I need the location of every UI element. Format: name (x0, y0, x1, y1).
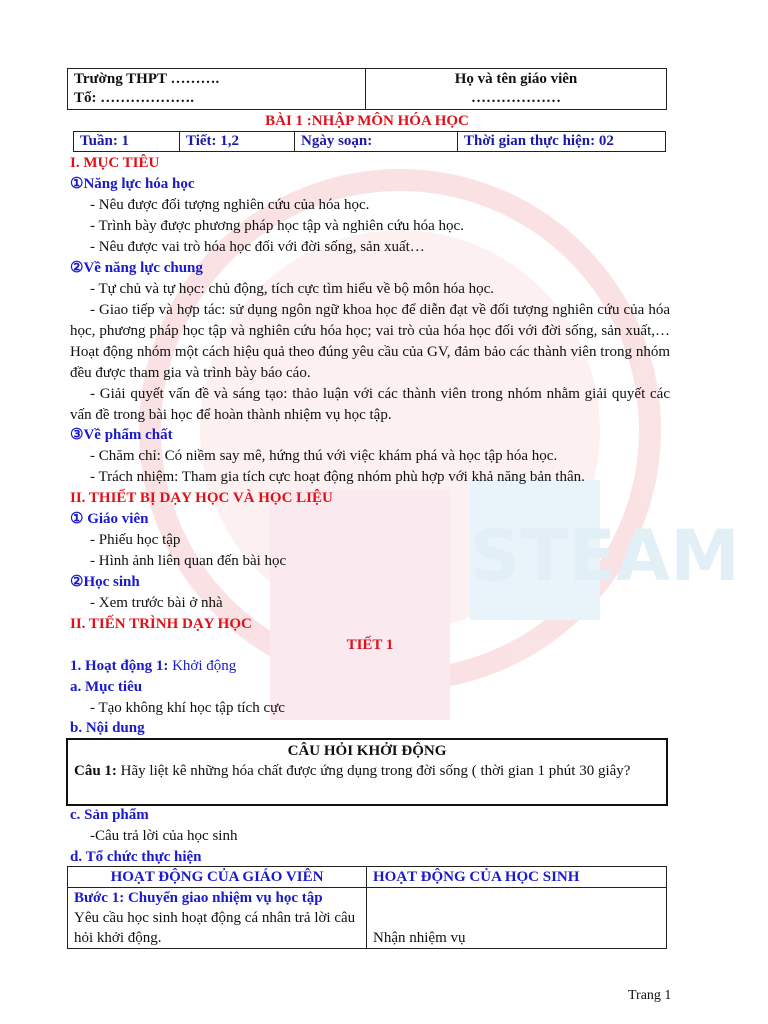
teacher-cell (366, 69, 667, 110)
box-title: CÂU HỎI KHỞI ĐỘNG (287, 743, 447, 759)
meta-week: Tuần: 1 (74, 132, 180, 152)
activity-1-title (70, 656, 670, 676)
meta-period: Tiết: 1,2 (180, 132, 295, 152)
lesson-title: BÀI 1 :NHẬP MÔN HÓA HỌC (265, 113, 469, 129)
meta-duration: Thời gian thực hiện: 02 (458, 132, 666, 152)
section-1-title: I. MỤC TIÊU (70, 155, 160, 171)
s1-b-item: - Giải quyết vấn đề và sáng tạo: thảo luận với các thành viên trong nhóm nhằm giải quyết các vấn đề trong bài học để hoàn thành nhiệm vụ học tập. (70, 386, 670, 423)
activity-1-prefix: 1. Hoạt động 1: (70, 658, 173, 674)
question-label: Câu 1: (74, 763, 117, 779)
s3-a-item: - Tạo không khí học tập tích cực (90, 700, 285, 716)
s1-c-title: ③Về phẩm chất (70, 427, 173, 443)
s3-a-title: a. Mục tiêu (70, 679, 143, 695)
school-name: Trường THPT ………. (74, 71, 220, 87)
s1-c-item: - Trách nhiệm: Tham gia tích cực hoạt động nhóm phù hợp với khả năng bản thân. (90, 469, 585, 485)
meta-date: Ngày soạn: (295, 132, 458, 152)
s3-c-title: c. Sản phẩm (70, 807, 149, 823)
s1-a-item: - Trình bày được phương pháp học tập và nghiên cứu hóa học. (90, 218, 464, 234)
teacher-label: Họ và tên giáo viên (454, 71, 578, 87)
meta-table (73, 131, 666, 152)
s1-b-item: - Tự chủ và tự học: chủ động, tích cực tìm hiểu về bộ môn hóa học. (90, 281, 495, 297)
period-title: TIẾT 1 (346, 637, 394, 653)
s3-b-title: b. Nội dung (70, 720, 145, 736)
header-table (67, 68, 667, 110)
watermark-text: STEAM (470, 515, 740, 597)
student-activity-cell: Nhận nhiệm vụ (367, 888, 667, 949)
school-cell (68, 69, 366, 110)
s3-d-title: d. Tổ chức thực hiện (70, 849, 202, 865)
col-student-header: HOẠT ĐỘNG CỦA HỌC SINH (367, 867, 667, 888)
section-2-title: II. THIẾT BỊ DẠY HỌC VÀ HỌC LIỆU (70, 490, 333, 506)
s1-b-title: ②Về năng lực chung (70, 260, 203, 276)
group-name: Tổ: ………………. (74, 90, 194, 106)
s1-c-item: - Chăm chỉ: Có niềm say mê, hứng thú với việc khám phá và học tập hóa học. (90, 448, 558, 464)
s1-a-item: - Nêu được vai trò hóa học đối với đời sống, sản xuất… (90, 239, 425, 255)
teacher-activity-text: Yêu cầu học sinh hoạt động cá nhân trả lời câu hỏi khởi động. (74, 910, 356, 946)
teacher-activity-cell (68, 888, 367, 949)
activity-table (67, 866, 667, 949)
s2-a-item: - Phiếu học tập (90, 532, 181, 548)
s2-b-title: ②Học sinh (70, 574, 140, 590)
page-number: Trang 1 (628, 988, 672, 1003)
s3-c-item: -Câu trả lời của học sinh (90, 828, 238, 844)
col-teacher-header: HOẠT ĐỘNG CỦA GIÁO VIÊN (68, 867, 367, 888)
s2-a-item: - Hình ảnh liên quan đến bài học (90, 553, 287, 569)
box-question (68, 761, 666, 781)
s1-a-item: - Nêu được đối tượng nghiên cứu của hóa học. (90, 197, 370, 213)
section-3-title: II. TIẾN TRÌNH DẠY HỌC (70, 616, 252, 632)
s1-a-title: ①Năng lực hóa học (70, 176, 195, 192)
s1-b-item: - Giao tiếp và hợp tác: sử dụng ngôn ngữ khoa học để diễn đạt về đối tượng nghiên cứu của hóa học, phương pháp học tập và nghiên cứu hóa học; vai trò của hóa học đối với đời sống, sản xuất,…Hoạt động nhóm một cách hiệu quả theo đúng yêu cầu của GV, đảm bảo các thành viên trong nhóm đều được tham gia và trình bày báo cáo. (70, 302, 670, 381)
teacher-value: ……………… (471, 90, 561, 106)
s2-a-title: ① Giáo viên (70, 511, 149, 527)
activity-1-name: Khởi động (172, 658, 237, 674)
warmup-question-box (66, 738, 668, 806)
s2-b-item: - Xem trước bài ở nhà (90, 595, 223, 611)
step-1-title: Bước 1: Chuyển giao nhiệm vụ học tập (74, 890, 323, 906)
question-text: Hãy liệt kê những hóa chất được ứng dụng trong đời sống ( thời gian 1 phút 30 giây? (116, 763, 631, 779)
